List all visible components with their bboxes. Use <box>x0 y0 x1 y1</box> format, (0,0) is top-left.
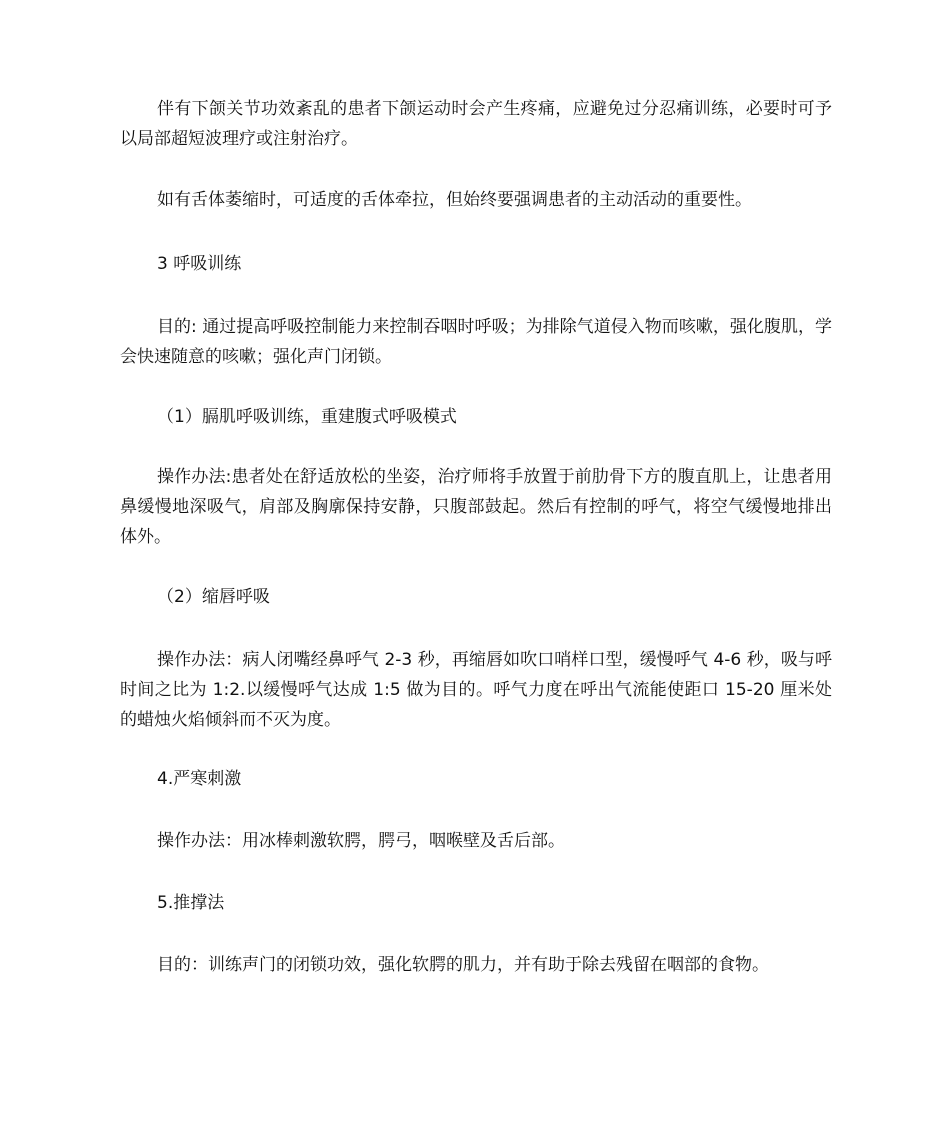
paragraph-pursed-lip-method: 操作办法：病人闭嘴经鼻呼气 2-3 秒，再缩唇如吹口哨样口型，缓慢呼气 4-6 秒，吸与呼时间之比为 1:2.以缓慢呼气达成 1:5 做为目的。呼气力度在呼出气流能使距口 15-20 厘米处的蜡烛火焰倾斜而不灭为度。 <box>120 650 832 730</box>
paragraph-breathing-purpose: 目的: 通过提高呼吸控制能力来控制吞咽时呼吸；为排除气道侵入物而咳嗽，强化腹肌，学会快速随意的咳嗽；强化声门闭锁。 <box>120 317 832 367</box>
paragraph-jaw-pain-note: 伴有下颌关节功效紊乱的患者下颌运动时会产生疼痛，应避免过分忍痛训练，必要时可予以局部超短波理疗或注射治疗。 <box>120 99 832 149</box>
paragraph-diaphragm-method: 操作办法:患者处在舒适放松的坐姿，治疗师将手放置于前肋骨下方的腹直肌上，让患者用鼻缓慢地深吸气，肩部及胸廓保持安静，只腹部鼓起。然后有控制的呼气，将空气缓慢地排出体外。 <box>120 467 832 547</box>
heading-pursed-lip-breathing: （2）缩唇呼吸 <box>157 587 270 607</box>
paragraph-pushing-purpose: 目的：训练声门的闭锁功效，强化软腭的肌力，并有助于除去残留在咽部的食物。 <box>157 955 769 975</box>
paragraph-tongue-traction: 如有舌体萎缩时，可适度的舌体牵拉，但始终要强调患者的主动活动的重要性。 <box>157 190 752 210</box>
paragraph-cold-stimulation-method: 操作办法：用冰棒刺激软腭，腭弓，咽喉壁及舌后部。 <box>157 831 565 851</box>
heading-breathing-training: 3 呼吸训练 <box>157 254 242 274</box>
heading-pushing-method: 5.推撑法 <box>157 893 225 913</box>
heading-diaphragm-breathing: （1）膈肌呼吸训练，重建腹式呼吸模式 <box>157 407 457 427</box>
heading-cold-stimulation: 4.严寒刺激 <box>157 769 242 789</box>
